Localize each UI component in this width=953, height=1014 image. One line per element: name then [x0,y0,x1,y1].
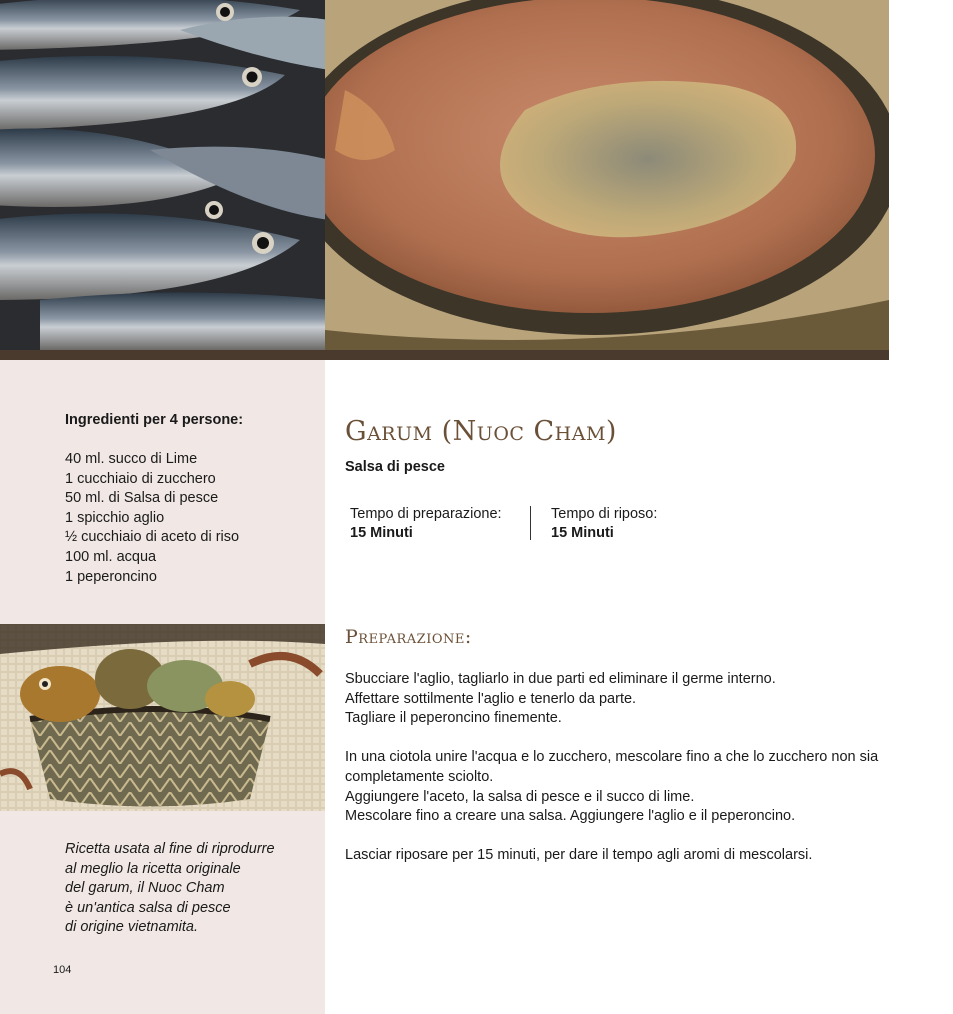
ingredient-item: 1 spicchio aglio [65,509,165,526]
rest-time-value: 15 Minuti [551,525,614,541]
paragraph-gap [345,827,905,847]
step-text: Affettare sottilmente l'aglio e tenerlo da parte. [345,690,637,707]
step-text: In una ciotola unire l'acqua e lo zucchero, mescolare fino a che lo zucchero non sia completamente sciolto. [345,749,879,785]
page-number: 104 [53,964,72,976]
caption-line: è un'antica salsa di pesce [65,899,231,916]
recipe-title: Garum (Nuoc Cham) [345,416,617,447]
prep-time-value: 15 Minuti [350,525,413,541]
caption-line: al meglio la ricetta originale [65,860,241,877]
paragraph-gap [345,729,905,749]
ingredient-item: ½ cucchiaio di aceto di riso [65,529,240,546]
step-text: Lasciar riposare per 15 minuti, per dare il tempo agli aromi di mescolarsi. [345,847,813,864]
roman-mosaic-photo [0,624,325,811]
ingredient-item: 50 ml. di Salsa di pesce [65,490,219,507]
ingredient-item: 40 ml. succo di Lime [65,451,198,467]
preparation-steps [345,670,905,866]
preparation-title: Preparazione: [345,626,472,648]
ingredients-list [65,450,239,587]
rest-time [546,505,657,543]
caption-line: Ricetta usata al fine di riprodurre [65,841,275,857]
prep-time [345,505,502,543]
ingredient-item: 1 peperoncino [65,568,157,585]
caption-line: di origine vietnamita. [65,919,198,936]
ingredient-item: 1 cucchiaio di zucchero [65,470,216,487]
times-divider [530,506,531,540]
prep-time-label: Tempo di preparazione: [350,506,502,522]
rest-time-label: Tempo di riposo: [551,506,658,522]
ingredients-title: Ingredienti per 4 persone: [65,412,244,428]
header-divider-band [0,350,889,360]
anchovies-photo [0,0,325,350]
recipe-subtitle: Salsa di pesce [345,459,445,475]
step-text: Sbucciare l'aglio, tagliarlo in due parti ed eliminare il germe interno. [345,671,776,687]
fish-sauce-bowl-photo [325,0,889,350]
step-text: Tagliare il peperoncino finemente. [345,710,562,727]
step-text: Aggiungere l'aceto, la salsa di pesce e il succo di lime. [345,788,695,805]
caption-line: del garum, il Nuoc Cham [65,880,225,897]
recipe-caption [65,840,275,938]
ingredient-item: 100 ml. acqua [65,548,157,565]
step-text: Mescolare fino a creare una salsa. Aggiungere l'aglio e il peperoncino. [345,808,796,825]
